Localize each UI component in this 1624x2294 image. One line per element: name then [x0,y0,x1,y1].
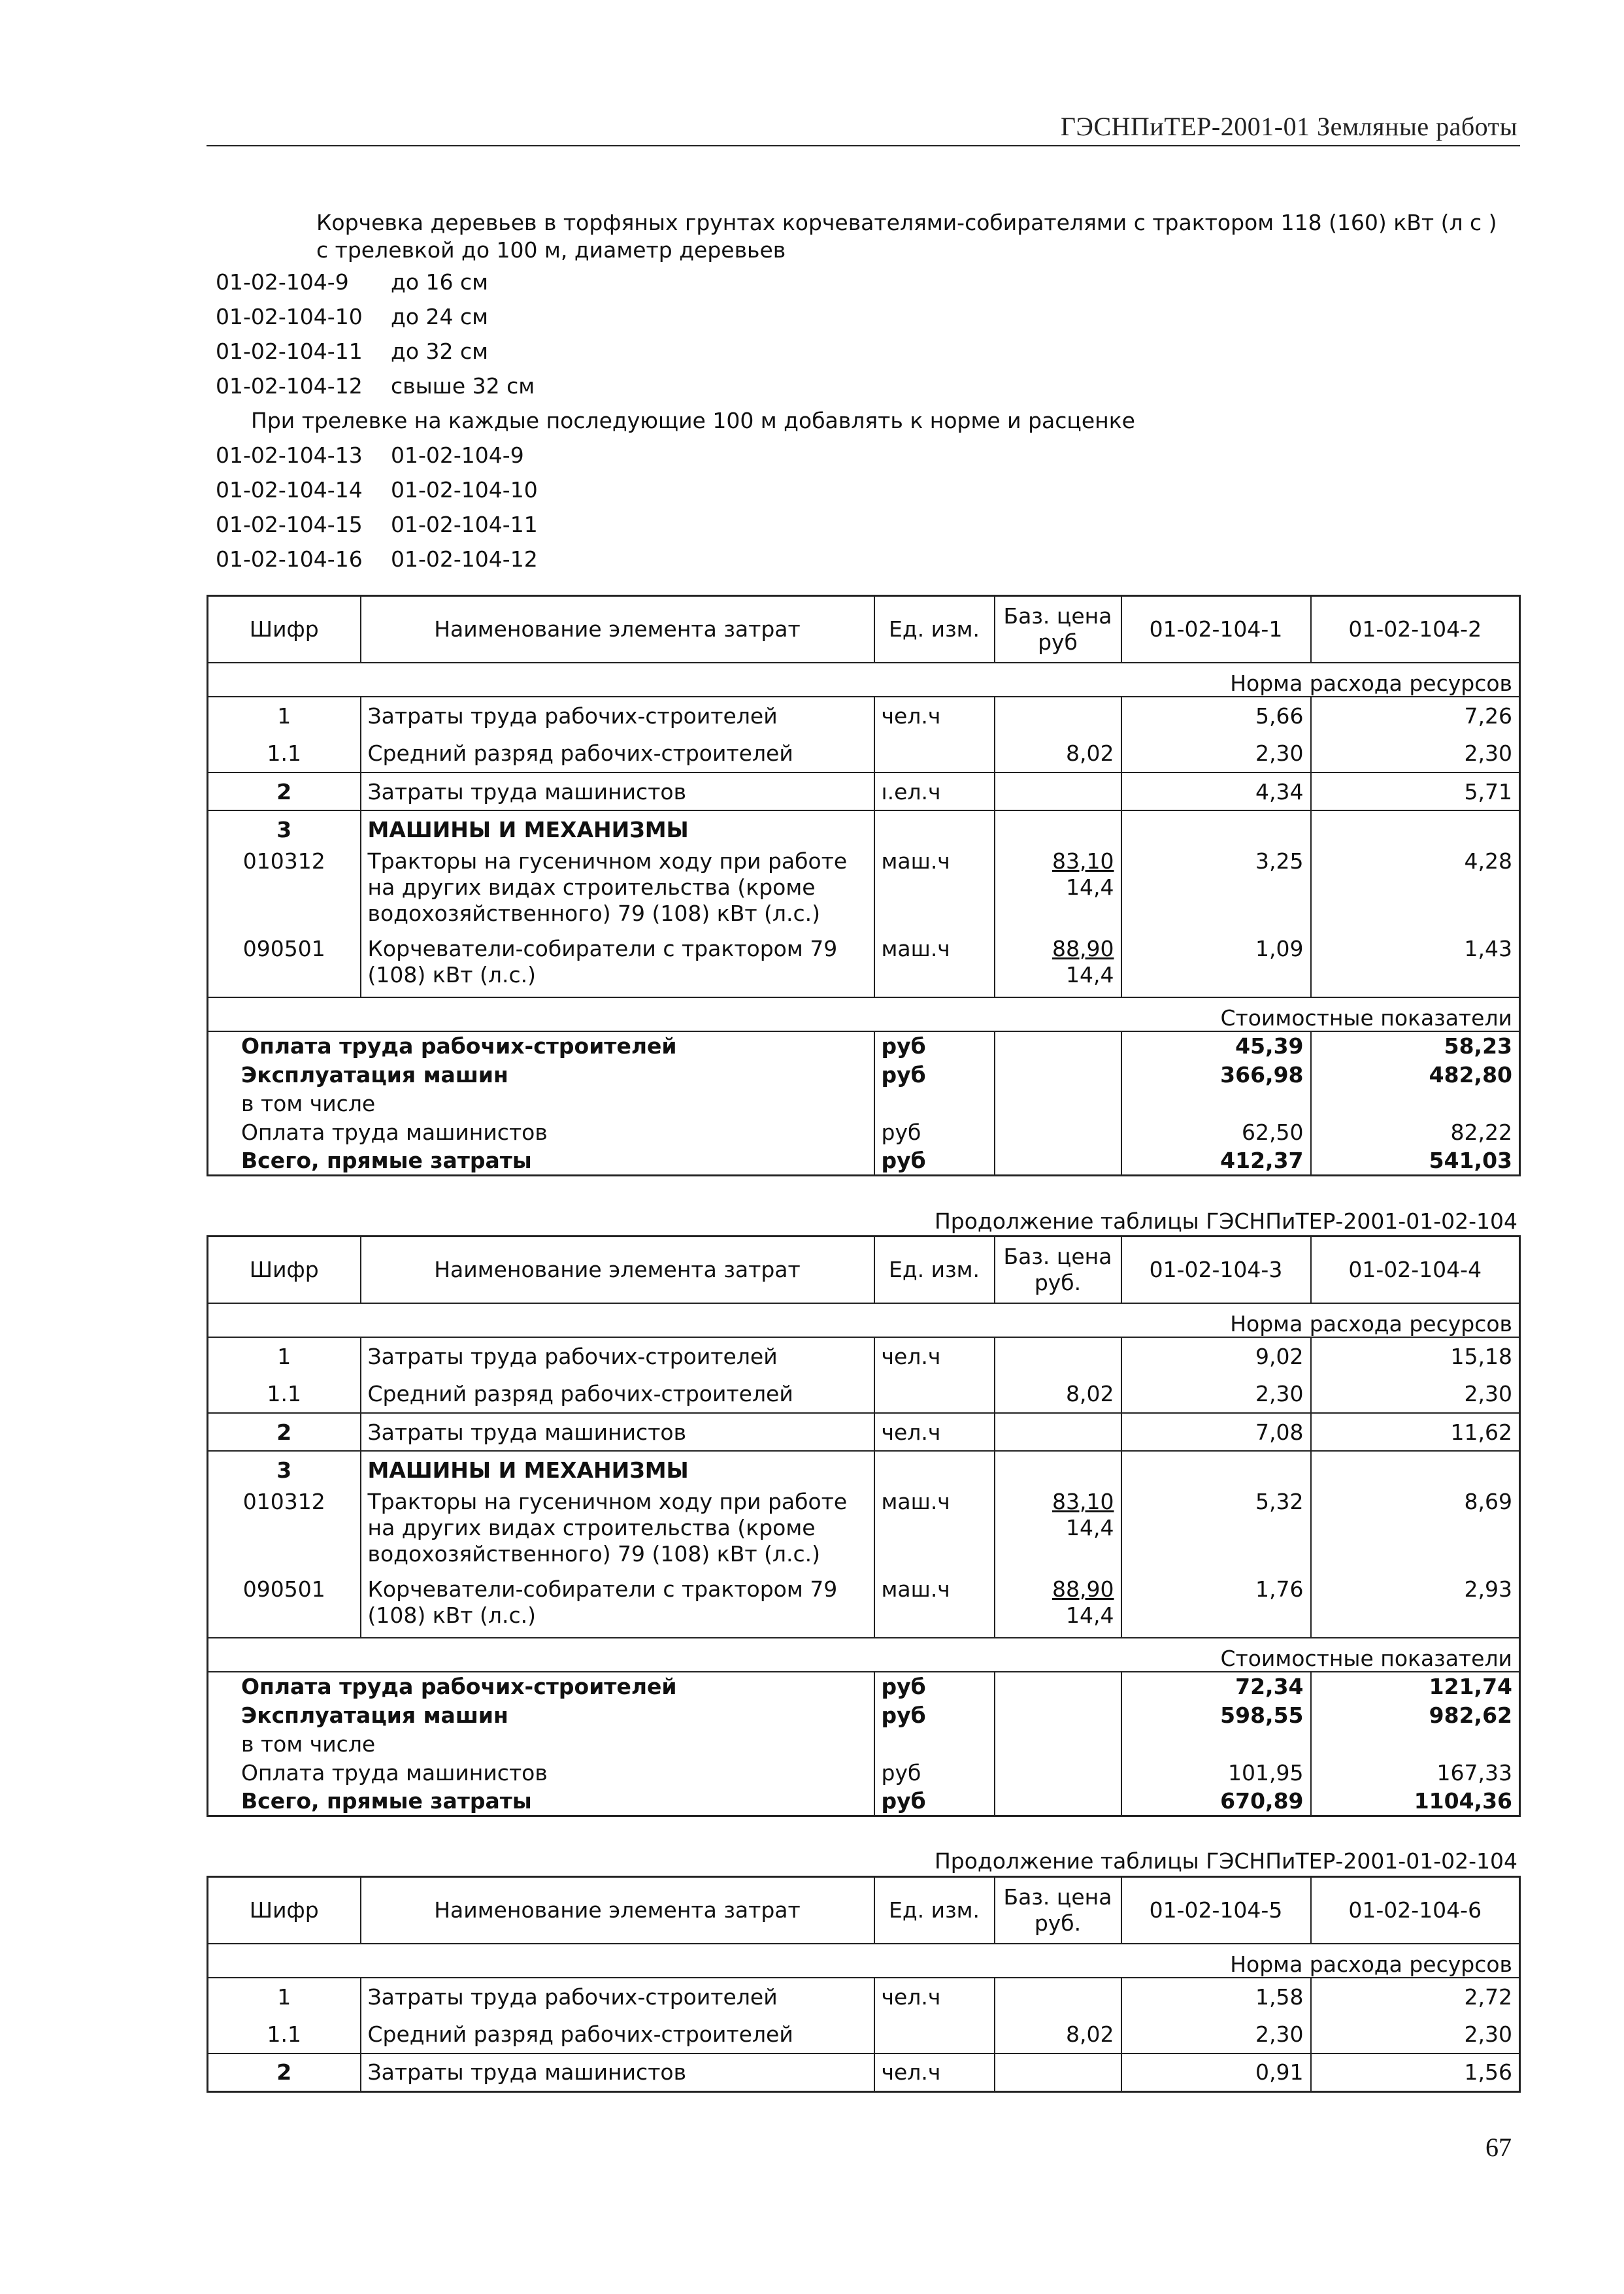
row-unit: чел.ч [874,2053,995,2091]
row-value-1: 1,09 [1121,936,1311,997]
row-code: 1.1 [267,740,301,766]
row-value-2: 4,28 [1311,848,1520,936]
row-code: 1 [208,1337,361,1375]
row-name: Затраты труда машинистов [361,1413,874,1451]
col-code-1: 01-02-104-5 [1121,1877,1311,1944]
row-unit [874,2016,995,2053]
row-name: Тракторы на гусеничном ходу при работе на других видах строительства (кроме водохозяйственного) 79 (108) кВт (л.с.) [361,1489,874,1576]
table-section-row [208,1451,1520,1489]
price-main: 83,10 [1052,1489,1114,1514]
cost-unit: руб [874,1672,995,1701]
cost-row [208,1787,1520,1816]
cost-value-2: 1104,36 [1311,1787,1520,1816]
page-number: 67 [1485,2133,1512,2162]
table-row [208,1489,1520,1576]
row-value-2: 7,26 [1311,697,1520,735]
row-unit [874,735,995,773]
table-row [208,697,1520,735]
cost-unit: руб [874,1787,995,1816]
row-value-2: 2,30 [1311,1375,1520,1413]
cost-name: в том числе [241,1731,376,1757]
row-price: 8,02 [995,1375,1121,1413]
cost-value-1: 598,55 [1121,1701,1311,1729]
col-unit: Ед. изм. [874,1877,995,1944]
cost-row [208,1672,1520,1701]
table-row [208,1413,1520,1451]
row-unit: чел.ч [874,1978,995,2016]
row-code: 1 [208,697,361,735]
table-row [208,1576,1520,1638]
code-ref: 01-02-104-9 [391,442,524,468]
row-price: 8,02 [995,2016,1121,2053]
row-price [995,1576,1121,1638]
table-header-row [208,1237,1520,1304]
col-price: Баз. цена руб [995,596,1121,663]
table-row [208,936,1520,997]
cost-value-1: 72,34 [1121,1672,1311,1701]
row-value-1: 9,02 [1121,1337,1311,1375]
header-rule [207,145,1520,146]
running-header: ГЭСНПиТЕР-2001-01 Земляные работы [1060,112,1517,141]
row-value-2: 2,30 [1311,2016,1520,2053]
price-main: 83,10 [1052,848,1114,874]
cost-unit: руб [874,1701,995,1729]
row-name: Средний разряд рабочих-строителей [361,1375,874,1413]
section-title: МАШИНЫ И МЕХАНИЗМЫ [361,810,874,848]
row-value-1: 5,66 [1121,697,1311,735]
resource-table-2 [207,1235,1521,1817]
cost-value-2: 58,23 [1311,1031,1520,1060]
code-ref: 01-02-104-11 [391,512,538,537]
row-price: 8,02 [995,735,1121,773]
row-value-2: 1,56 [1311,2053,1520,2091]
resource-table-1 [207,595,1521,1176]
table-row [208,1375,1520,1413]
cost-value-2: 82,22 [1311,1118,1520,1146]
row-price [995,2053,1121,2091]
table-header-row [208,596,1520,663]
row-value-1: 2,30 [1121,1375,1311,1413]
row-code: 3 [208,810,361,848]
row-unit: чел.ч [874,1413,995,1451]
cost-label: Стоимостные показатели [208,997,1520,1031]
col-shifr: Шифр [208,1237,361,1304]
row-code: 2 [208,1413,361,1451]
col-shifr: Шифр [208,1877,361,1944]
cost-value-1: 45,39 [1121,1031,1311,1060]
cost-value-1: 62,50 [1121,1118,1311,1146]
cost-value-1: 670,89 [1121,1787,1311,1816]
row-unit: маш.ч [874,848,995,936]
norma-label: Норма расхода ресурсов [208,663,1520,697]
row-name: Затраты труда рабочих-строителей [361,1337,874,1375]
cost-value-1: 101,95 [1121,1758,1311,1787]
row-name: Затраты труда машинистов [361,2053,874,2091]
table-header-row [208,1877,1520,1944]
code: 01-02-104-16 [216,546,363,572]
cost-value-2: 482,80 [1311,1060,1520,1089]
row-code: 1.1 [267,1381,301,1406]
code: 01-02-104-14 [216,477,363,503]
col-name: Наименование элемента затрат [361,1237,874,1304]
cost-value-1: 412,37 [1121,1146,1311,1175]
col-price: Баз. цена руб. [995,1237,1121,1304]
price-main: 88,90 [1052,1576,1114,1602]
code-desc: свыше 32 см [391,373,535,399]
cost-row [208,1060,1520,1089]
row-price [995,697,1121,735]
cost-name: Оплата труда рабочих-строителей [208,1672,874,1701]
row-value-1: 3,25 [1121,848,1311,936]
continuation-caption: Продолжение таблицы ГЭСНПиТЕР-2001-01-02-104 [934,1208,1517,1234]
code: 01-02-104-13 [216,442,363,468]
norma-band [208,663,1520,697]
row-code: 1 [208,1978,361,2016]
row-code: 010312 [242,1489,325,1514]
row-value-2: 2,30 [1311,735,1520,773]
cost-row [208,1089,1520,1118]
col-name: Наименование элемента затрат [361,1877,874,1944]
section-title: МАШИНЫ И МЕХАНИЗМЫ [361,1451,874,1489]
price-sub: 14,4 [1066,962,1114,988]
row-name: Затраты труда рабочих-строителей [361,1978,874,2016]
code: 01-02-104-15 [216,512,363,537]
cost-value-2: 982,62 [1311,1701,1520,1729]
row-name: Затраты труда рабочих-строителей [361,697,874,735]
col-code-2: 01-02-104-6 [1311,1877,1520,1944]
row-name: Корчеватели-собиратели с трактором 79 (108) кВт (л.с.) [361,936,874,997]
cost-name: Оплата труда машинистов [241,1119,548,1145]
code-desc: до 32 см [391,339,489,364]
row-price [995,773,1121,810]
row-code: 3 [208,1451,361,1489]
row-price [995,848,1121,936]
col-unit: Ед. изм. [874,1237,995,1304]
cost-name: Всего, прямые затраты [241,1147,532,1173]
code-pair [216,438,1135,473]
resource-table-3 [207,1876,1521,2093]
table-row [208,848,1520,936]
row-value-1: 1,58 [1121,1978,1311,2016]
row-unit: чел.ч [874,697,995,735]
row-price [995,1413,1121,1451]
row-value-1: 7,08 [1121,1413,1311,1451]
row-value-1: 5,32 [1121,1489,1311,1576]
cost-band [208,997,1520,1031]
code: 01-02-104-12 [216,373,363,399]
code-pair [216,507,1135,542]
cost-name: Оплата труда машинистов [241,1759,548,1786]
code-item [216,369,1135,403]
table-section-row [208,810,1520,848]
row-unit: ı.ел.ч [874,773,995,810]
cost-name: Всего, прямые затраты [241,1787,532,1814]
row-value-2: 8,69 [1311,1489,1520,1576]
norma-band [208,1944,1520,1978]
price-sub: 14,4 [1066,874,1114,900]
col-code-1: 01-02-104-3 [1121,1237,1311,1304]
code-pair [216,542,1135,576]
col-name: Наименование элемента затрат [361,596,874,663]
row-price [995,1489,1121,1576]
code-pair [216,473,1135,507]
row-value-1: 2,30 [1121,735,1311,773]
table-row [208,2016,1520,2053]
row-name: Тракторы на гусеничном ходу при работе на других видах строительства (кроме водохозяйственного) 79 (108) кВт (л.с.) [361,848,874,936]
table-row [208,2053,1520,2091]
cost-name: Эксплуатация машин [241,1061,508,1088]
code: 01-02-104-11 [216,339,363,364]
cost-row [208,1758,1520,1787]
price-main: 88,90 [1052,936,1114,961]
cost-value-2: 167,33 [1311,1758,1520,1787]
intro-text: Корчевка деревьев в торфяных грунтах корчевателями-собирателями с трактором 118 (160) кВт (л с ) с трелевкой до 100 м, диаметр деревьев [316,210,1497,263]
row-value-1: 0,91 [1121,2053,1311,2091]
col-unit: Ед. изм. [874,596,995,663]
table-row [208,735,1520,773]
col-code-2: 01-02-104-2 [1311,596,1520,663]
cost-unit: руб [874,1031,995,1060]
cost-name: в том числе [241,1090,376,1116]
trelevka-note: При трелевке на каждые последующие 100 м добавлять к норме и расценке [251,408,1135,433]
row-code: 090501 [242,1576,325,1602]
cost-value-2: 541,03 [1311,1146,1520,1175]
norma-band [208,1303,1520,1337]
col-code-2: 01-02-104-4 [1311,1237,1520,1304]
norma-label: Норма расхода ресурсов [208,1303,1520,1337]
codes-list [216,265,1135,576]
cost-band [208,1638,1520,1672]
code-item [216,265,1135,299]
code: 01-02-104-10 [216,304,363,329]
row-name: Средний разряд рабочих-строителей [361,735,874,773]
row-value-2: 11,62 [1311,1413,1520,1451]
row-name: Затраты труда машинистов [361,773,874,810]
table-row [208,773,1520,810]
col-code-1: 01-02-104-1 [1121,596,1311,663]
cost-row [208,1701,1520,1729]
cost-unit: руб [874,1060,995,1089]
row-code: 1.1 [267,2021,301,2047]
row-price [995,1337,1121,1375]
row-value-2: 5,71 [1311,773,1520,810]
cost-unit: руб [874,1758,995,1787]
cost-unit: руб [874,1146,995,1175]
row-price [995,1978,1121,2016]
row-value-1: 1,76 [1121,1576,1311,1638]
price-sub: 14,4 [1066,1603,1114,1628]
code-item [216,334,1135,369]
row-price [995,936,1121,997]
norma-label: Норма расхода ресурсов [208,1944,1520,1978]
row-value-2: 2,93 [1311,1576,1520,1638]
code-desc: до 24 см [391,304,489,329]
continuation-caption: Продолжение таблицы ГЭСНПиТЕР-2001-01-02-104 [934,1848,1517,1874]
cost-label: Стоимостные показатели [208,1638,1520,1672]
table-row [208,1978,1520,2016]
cost-name: Эксплуатация машин [241,1702,508,1728]
cost-row [208,1729,1520,1758]
row-unit: маш.ч [874,1576,995,1638]
row-value-2: 1,43 [1311,936,1520,997]
row-unit: маш.ч [874,936,995,997]
cost-value-2: 121,74 [1311,1672,1520,1701]
row-value-2: 15,18 [1311,1337,1520,1375]
code-ref: 01-02-104-10 [391,477,538,503]
row-code: 010312 [242,848,325,874]
col-price: Баз. цена руб. [995,1877,1121,1944]
cost-row [208,1146,1520,1175]
row-code: 2 [208,773,361,810]
row-code: 090501 [242,936,325,961]
code-item [216,299,1135,334]
row-value-2: 2,72 [1311,1978,1520,2016]
row-unit: маш.ч [874,1489,995,1576]
row-unit: чел.ч [874,1337,995,1375]
row-unit [874,1375,995,1413]
cost-name: Оплата труда рабочих-строителей [208,1031,874,1060]
cost-value-1: 366,98 [1121,1060,1311,1089]
row-value-1: 2,30 [1121,2016,1311,2053]
col-shifr: Шифр [208,596,361,663]
code-ref: 01-02-104-12 [391,546,538,572]
row-name: Средний разряд рабочих-строителей [361,2016,874,2053]
cost-row [208,1118,1520,1146]
row-name: Корчеватели-собиратели с трактором 79 (108) кВт (л.с.) [361,1576,874,1638]
cost-row [208,1031,1520,1060]
cost-unit: руб [874,1118,995,1146]
table-row [208,1337,1520,1375]
code: 01-02-104-9 [216,269,349,295]
code-desc: до 16 см [391,269,489,295]
price-sub: 14,4 [1066,1515,1114,1540]
row-code: 2 [208,2053,361,2091]
row-value-1: 4,34 [1121,773,1311,810]
